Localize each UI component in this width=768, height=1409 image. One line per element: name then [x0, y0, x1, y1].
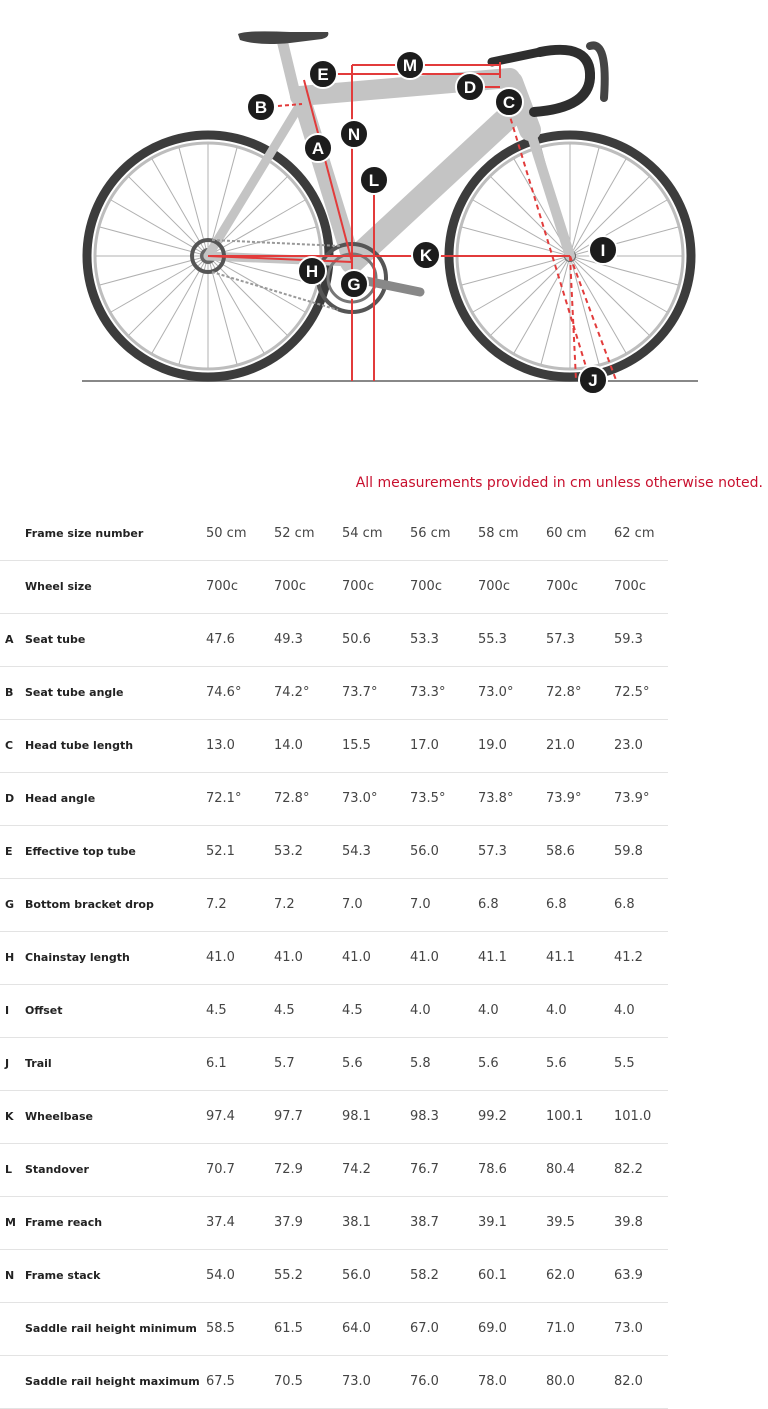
table-cell: 60.1 — [478, 1249, 546, 1302]
table-cell: 39.8 — [614, 1196, 668, 1249]
table-row — [0, 1355, 668, 1408]
table-cell: 73.5° — [410, 772, 478, 825]
svg-text:I: I — [600, 241, 606, 260]
table-cell: 78.6 — [478, 1143, 546, 1196]
row-letter: M — [0, 1196, 25, 1249]
row-letter: J — [0, 1037, 25, 1090]
table-cell: 59.8 — [614, 825, 668, 878]
table-cell: 6.8 — [478, 878, 546, 931]
table-cell: 67.5 — [206, 1355, 274, 1408]
table-cell: 4.0 — [410, 984, 478, 1037]
table-cell: 62 cm — [614, 507, 668, 560]
row-letter — [0, 507, 25, 560]
svg-text:A: A — [311, 139, 325, 158]
row-letter: B — [0, 666, 25, 719]
svg-text:B: B — [254, 98, 268, 117]
table-cell: 72.5° — [614, 666, 668, 719]
row-letter — [0, 560, 25, 613]
svg-text:J: J — [588, 371, 598, 390]
saddle — [238, 31, 328, 44]
svg-text:D: D — [463, 78, 477, 97]
table-cell: 15.5 — [342, 719, 410, 772]
row-label: Frame reach — [25, 1196, 206, 1249]
table-cell: 700c — [614, 560, 668, 613]
table-row — [0, 1143, 668, 1196]
table-cell: 41.1 — [546, 931, 614, 984]
table-cell: 70.5 — [274, 1355, 342, 1408]
table-cell: 72.8° — [546, 666, 614, 719]
table-cell: 5.8 — [410, 1037, 478, 1090]
marker-h — [298, 257, 326, 285]
table-cell: 99.2 — [478, 1090, 546, 1143]
table-cell: 58 cm — [478, 507, 546, 560]
table-cell: 74.6° — [206, 666, 274, 719]
table-cell: 6.8 — [546, 878, 614, 931]
svg-text:H: H — [305, 262, 319, 281]
table-cell: 54 cm — [342, 507, 410, 560]
table-cell: 4.5 — [206, 984, 274, 1037]
table-cell: 58.6 — [546, 825, 614, 878]
table-cell: 100.1 — [546, 1090, 614, 1143]
table-row — [0, 772, 668, 825]
row-label: Frame size number — [25, 507, 206, 560]
row-letter: C — [0, 719, 25, 772]
table-cell: 4.0 — [546, 984, 614, 1037]
marker-j — [579, 366, 607, 394]
table-cell: 6.1 — [206, 1037, 274, 1090]
table-cell: 56.0 — [410, 825, 478, 878]
row-letter: L — [0, 1143, 25, 1196]
table-cell: 73.9° — [546, 772, 614, 825]
table-cell: 82.0 — [614, 1355, 668, 1408]
table-row — [0, 613, 668, 666]
table-cell: 52.1 — [206, 825, 274, 878]
row-letter: E — [0, 825, 25, 878]
table-cell: 5.6 — [478, 1037, 546, 1090]
table-cell: 72.8° — [274, 772, 342, 825]
row-label: Standover — [25, 1143, 206, 1196]
table-cell: 70.7 — [206, 1143, 274, 1196]
table-cell: 56.0 — [342, 1249, 410, 1302]
table-cell: 56 cm — [410, 507, 478, 560]
table-cell: 7.2 — [274, 878, 342, 931]
table-cell: 5.7 — [274, 1037, 342, 1090]
svg-text:L: L — [368, 171, 380, 190]
table-cell: 72.1° — [206, 772, 274, 825]
table-cell: 54.3 — [342, 825, 410, 878]
table-cell: 50.6 — [342, 613, 410, 666]
svg-text:M: M — [402, 56, 418, 75]
table-row — [0, 878, 668, 931]
table-cell: 41.2 — [614, 931, 668, 984]
table-cell: 50 cm — [206, 507, 274, 560]
table-cell: 73.0° — [342, 772, 410, 825]
table-row — [0, 719, 668, 772]
bike-geometry-diagram — [0, 0, 768, 440]
row-label: Wheel size — [25, 560, 206, 613]
table-row — [0, 1249, 668, 1302]
table-row — [0, 666, 668, 719]
row-letter: D — [0, 772, 25, 825]
row-label: Trail — [25, 1037, 206, 1090]
svg-text:N: N — [347, 125, 361, 144]
table-cell: 97.4 — [206, 1090, 274, 1143]
table-cell: 55.3 — [478, 613, 546, 666]
table-cell: 58.2 — [410, 1249, 478, 1302]
table-row — [0, 560, 668, 613]
table-cell: 69.0 — [478, 1302, 546, 1355]
row-label: Frame stack — [25, 1249, 206, 1302]
marker-c — [495, 88, 523, 116]
table-cell: 57.3 — [546, 613, 614, 666]
table-cell: 4.5 — [274, 984, 342, 1037]
table-cell: 39.1 — [478, 1196, 546, 1249]
row-label: Offset — [25, 984, 206, 1037]
marker-d — [456, 73, 484, 101]
table-row — [0, 1302, 668, 1355]
table-cell: 41.0 — [410, 931, 478, 984]
row-label: Head tube length — [25, 719, 206, 772]
row-label: Saddle rail height maximum — [25, 1355, 206, 1408]
row-label: Chainstay length — [25, 931, 206, 984]
table-cell: 53.3 — [410, 613, 478, 666]
table-row — [0, 931, 668, 984]
table-cell: 74.2° — [274, 666, 342, 719]
marker-n — [340, 120, 368, 148]
table-cell: 41.0 — [206, 931, 274, 984]
marker-m — [396, 51, 424, 79]
table-cell: 71.0 — [546, 1302, 614, 1355]
table-cell: 41.0 — [342, 931, 410, 984]
table-cell: 13.0 — [206, 719, 274, 772]
table-cell: 73.0 — [342, 1355, 410, 1408]
table-cell: 19.0 — [478, 719, 546, 772]
table-cell: 23.0 — [614, 719, 668, 772]
table-cell: 4.0 — [478, 984, 546, 1037]
table-cell: 47.6 — [206, 613, 274, 666]
table-cell: 41.0 — [274, 931, 342, 984]
table-cell: 61.5 — [274, 1302, 342, 1355]
table-cell: 78.0 — [478, 1355, 546, 1408]
table-cell: 76.0 — [410, 1355, 478, 1408]
table-cell: 59.3 — [614, 613, 668, 666]
row-letter: N — [0, 1249, 25, 1302]
row-letter — [0, 1302, 25, 1355]
table-cell: 80.0 — [546, 1355, 614, 1408]
svg-text:C: C — [502, 93, 516, 112]
table-cell: 73.0 — [614, 1302, 668, 1355]
row-letter: H — [0, 931, 25, 984]
table-cell: 73.0° — [478, 666, 546, 719]
row-letter: A — [0, 613, 25, 666]
table-cell: 700c — [274, 560, 342, 613]
table-cell: 54.0 — [206, 1249, 274, 1302]
row-label: Wheelbase — [25, 1090, 206, 1143]
table-cell: 700c — [478, 560, 546, 613]
table-row — [0, 984, 668, 1037]
marker-a — [304, 134, 332, 162]
table-cell: 98.3 — [410, 1090, 478, 1143]
marker-i — [589, 236, 617, 264]
table-cell: 73.9° — [614, 772, 668, 825]
table-row — [0, 825, 668, 878]
row-label: Seat tube angle — [25, 666, 206, 719]
table-cell: 76.7 — [410, 1143, 478, 1196]
table-cell: 63.9 — [614, 1249, 668, 1302]
table-cell: 38.7 — [410, 1196, 478, 1249]
table-cell: 6.8 — [614, 878, 668, 931]
table-cell: 700c — [206, 560, 274, 613]
table-cell: 98.1 — [342, 1090, 410, 1143]
table-cell: 38.1 — [342, 1196, 410, 1249]
table-cell: 37.4 — [206, 1196, 274, 1249]
marker-e — [309, 60, 337, 88]
table-cell: 67.0 — [410, 1302, 478, 1355]
marker-k — [412, 241, 440, 269]
marker-b — [247, 93, 275, 121]
row-label: Bottom bracket drop — [25, 878, 206, 931]
svg-text:G: G — [347, 275, 361, 294]
marker-g — [340, 270, 368, 298]
table-cell: 73.7° — [342, 666, 410, 719]
table-cell: 14.0 — [274, 719, 342, 772]
row-label: Seat tube — [25, 613, 206, 666]
table-cell: 39.5 — [546, 1196, 614, 1249]
row-label: Saddle rail height minimum — [25, 1302, 206, 1355]
table-cell: 37.9 — [274, 1196, 342, 1249]
table-cell: 58.5 — [206, 1302, 274, 1355]
table-cell: 700c — [342, 560, 410, 613]
table-cell: 52 cm — [274, 507, 342, 560]
table-cell: 49.3 — [274, 613, 342, 666]
table-cell: 57.3 — [478, 825, 546, 878]
table-cell: 4.0 — [614, 984, 668, 1037]
table-cell: 7.0 — [410, 878, 478, 931]
row-letter: I — [0, 984, 25, 1037]
table-cell: 17.0 — [410, 719, 478, 772]
table-cell: 53.2 — [274, 825, 342, 878]
table-cell: 5.6 — [546, 1037, 614, 1090]
table-cell: 80.4 — [546, 1143, 614, 1196]
table-cell: 700c — [546, 560, 614, 613]
table-cell: 700c — [410, 560, 478, 613]
table-cell: 82.2 — [614, 1143, 668, 1196]
table-cell: 7.2 — [206, 878, 274, 931]
row-letter: K — [0, 1090, 25, 1143]
table-cell: 64.0 — [342, 1302, 410, 1355]
measurement-note: All measurements provided in cm unless otherwise noted. — [355, 475, 763, 491]
table-cell: 41.1 — [478, 931, 546, 984]
row-letter — [0, 1355, 25, 1408]
table-cell: 101.0 — [614, 1090, 668, 1143]
table-cell: 7.0 — [342, 878, 410, 931]
table-cell: 5.5 — [614, 1037, 668, 1090]
table-cell: 73.8° — [478, 772, 546, 825]
table-row — [0, 1037, 668, 1090]
row-label: Effective top tube — [25, 825, 206, 878]
table-cell: 73.3° — [410, 666, 478, 719]
table-cell: 60 cm — [546, 507, 614, 560]
marker-l — [360, 166, 388, 194]
table-cell: 4.5 — [342, 984, 410, 1037]
table-cell: 97.7 — [274, 1090, 342, 1143]
table-cell: 21.0 — [546, 719, 614, 772]
svg-text:K: K — [419, 246, 433, 265]
table-cell: 62.0 — [546, 1249, 614, 1302]
table-row — [0, 1196, 668, 1249]
table-cell: 55.2 — [274, 1249, 342, 1302]
geometry-table — [0, 507, 668, 1409]
table-row — [0, 1090, 668, 1143]
row-letter: G — [0, 878, 25, 931]
svg-text:E: E — [317, 65, 329, 84]
table-cell: 74.2 — [342, 1143, 410, 1196]
row-label: Head angle — [25, 772, 206, 825]
table-row — [0, 507, 668, 560]
table-cell: 5.6 — [342, 1037, 410, 1090]
table-cell: 72.9 — [274, 1143, 342, 1196]
